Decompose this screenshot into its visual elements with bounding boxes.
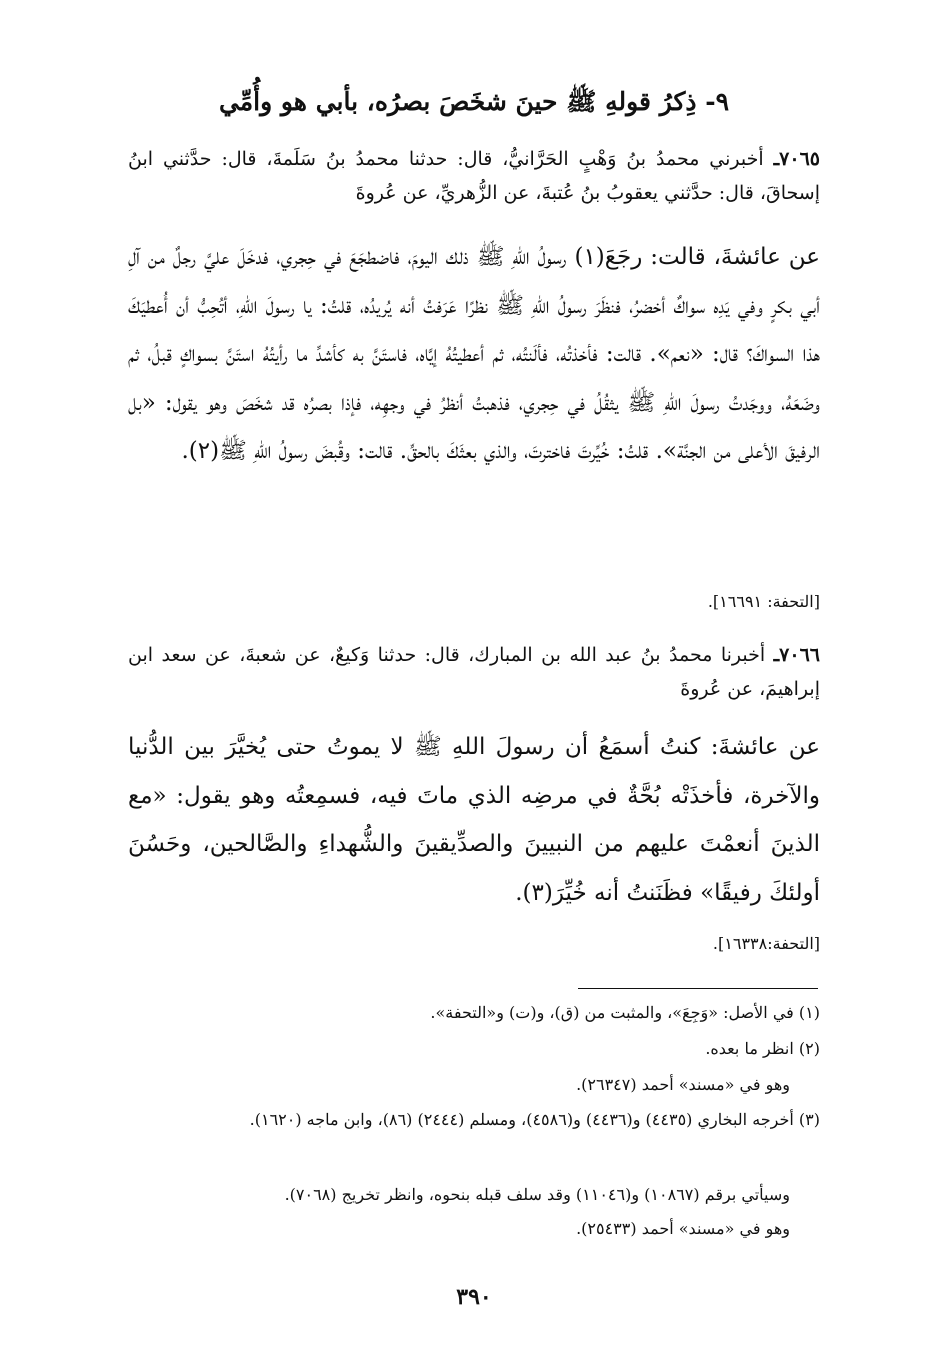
- isnad-text: أخبرنا محمدُ بنُ عبد الله بن المبارك، قال: حدثنا وَكيعٌ، عن شعبةَ، عن سعد ابن إبراهيمَ، عن عُروةَ: [128, 644, 820, 700]
- isnad-text: أخبرني محمدُ بنُ وَهْبٍ الحَرَّانيُّ، قال: حدثنا محمدُ بنُ سَلَمةَ، قال: حدَّثني ابنُ إسحاقَ، قال: حدَّثني يعقوبُ بنُ عُتبةَ، عن الزُّهريِّ، عن عُروةَ: [128, 148, 820, 204]
- footnote-separator: [578, 988, 818, 989]
- hadith-7065-isnad: [128, 142, 820, 210]
- footnote-3-musnad: وهو في «مسند» أحمد (٢٥٤٣٣).: [576, 1219, 790, 1238]
- hadith-7065-matn: عن عائشةَ، قالت: رجَعَ(١) رسولُ اللهِ ﷺ ذلك اليومَ، فاضطجَعَ في حِجري، فدخَلَ عليَّ رجلٌ من آلِ أبي بكرٍ وفي يَدِه سواكٌ أخضرُ، فنظَرَ رسولُ اللهِ ﷺ نظرًا عَرَفتُ أنه يُريدُه، قلتُ: يا رسولَ اللهِ، أتُحِبُّ أن أُعطيَكَ هذا السواكَ؟ قال: «نعم». قالت: فأخذتُه، فألَنتُه، ثم أعطيتُهُ إيَّاه، فاستَنَّ به كأشدِّ ما رأيتُهُ استَنَّ بسواكٍ قبلُ، ثم وضَعَهُ، ووجَدتُ رسولَ اللهِ ﷺ يثقُلُ في حِجري، فذهبتُ أنظرُ في وجهِه، فإذا بصرُه قد شخَصَ وهو يقول: «بل الرفيقَ الأعلى من الجنَّة». قلتُ: خُيِّرتَ فاخترتَ، والذي بعثَكَ بالحقِّ. قالت: وقُبضَ رسولُ اللهِ ﷺ(٢).: [128, 244, 821, 464]
- footnote-2-note: وهو في «مسند» أحمد (٢٦٣٤٧).: [576, 1075, 790, 1094]
- footnote-1: (١) في الأصل: «وَجِعَ»، والمثبت من (ق)، و(ت) و«التحفة».: [430, 1003, 820, 1022]
- chapter-heading: ٩- ذِكرُ قولهِ ﷺ حينَ شخَصَ بصرُه، بأبي هو وأُمِّي: [218, 87, 730, 116]
- hadith-number: ٧٠٦٥ـ: [773, 148, 820, 170]
- page-number: ٣٩٠: [456, 1284, 492, 1310]
- tuhfa-reference: [التحفة:١٦٣٣٨].: [712, 934, 820, 953]
- hadith-number: ٧٠٦٦ـ: [773, 644, 820, 666]
- tuhfa-reference: [التحفة: ١٦٦٩١].: [707, 592, 820, 611]
- hadith-7066-isnad: [128, 638, 820, 706]
- hadith-7066-matn: عن عائشةَ: كنتُ أسمَعُ أن رسولَ اللهِ ﷺ لا يموتُ حتى يُخيَّرَ بين الدُّنيا والآخرة، فأخذَتْه بُحَّةٌ في مرضِه الذي ماتَ فيه، فسمِعتُه وهو يقول: «مع الذينَ أنعمْتَ عليهم من النبيينَ والصدِّيقينَ والشُّهداءِ والصَّالحين، وحَسُنَ أولئكَ رفيقًا» فظَنَنتُ أنه خُيِّرَ(٣).: [128, 734, 820, 906]
- footnote-2: (٢) انظر ما بعده.: [705, 1039, 820, 1058]
- footnote-3-note: وسيأتي برقم (١٠٨٦٧) و(١١٠٤٦) وقد سلف قبله بنحوه، وانظر تخريج (٧٠٦٨).: [284, 1185, 790, 1204]
- footnote-3: (٣) أخرجه البخاري (٤٤٣٥) و(٤٤٣٦) و(٤٥٨٦)، ومسلم (٢٤٤٤) (٨٦)، وابن ماجه (١٦٢٠).: [249, 1110, 820, 1129]
